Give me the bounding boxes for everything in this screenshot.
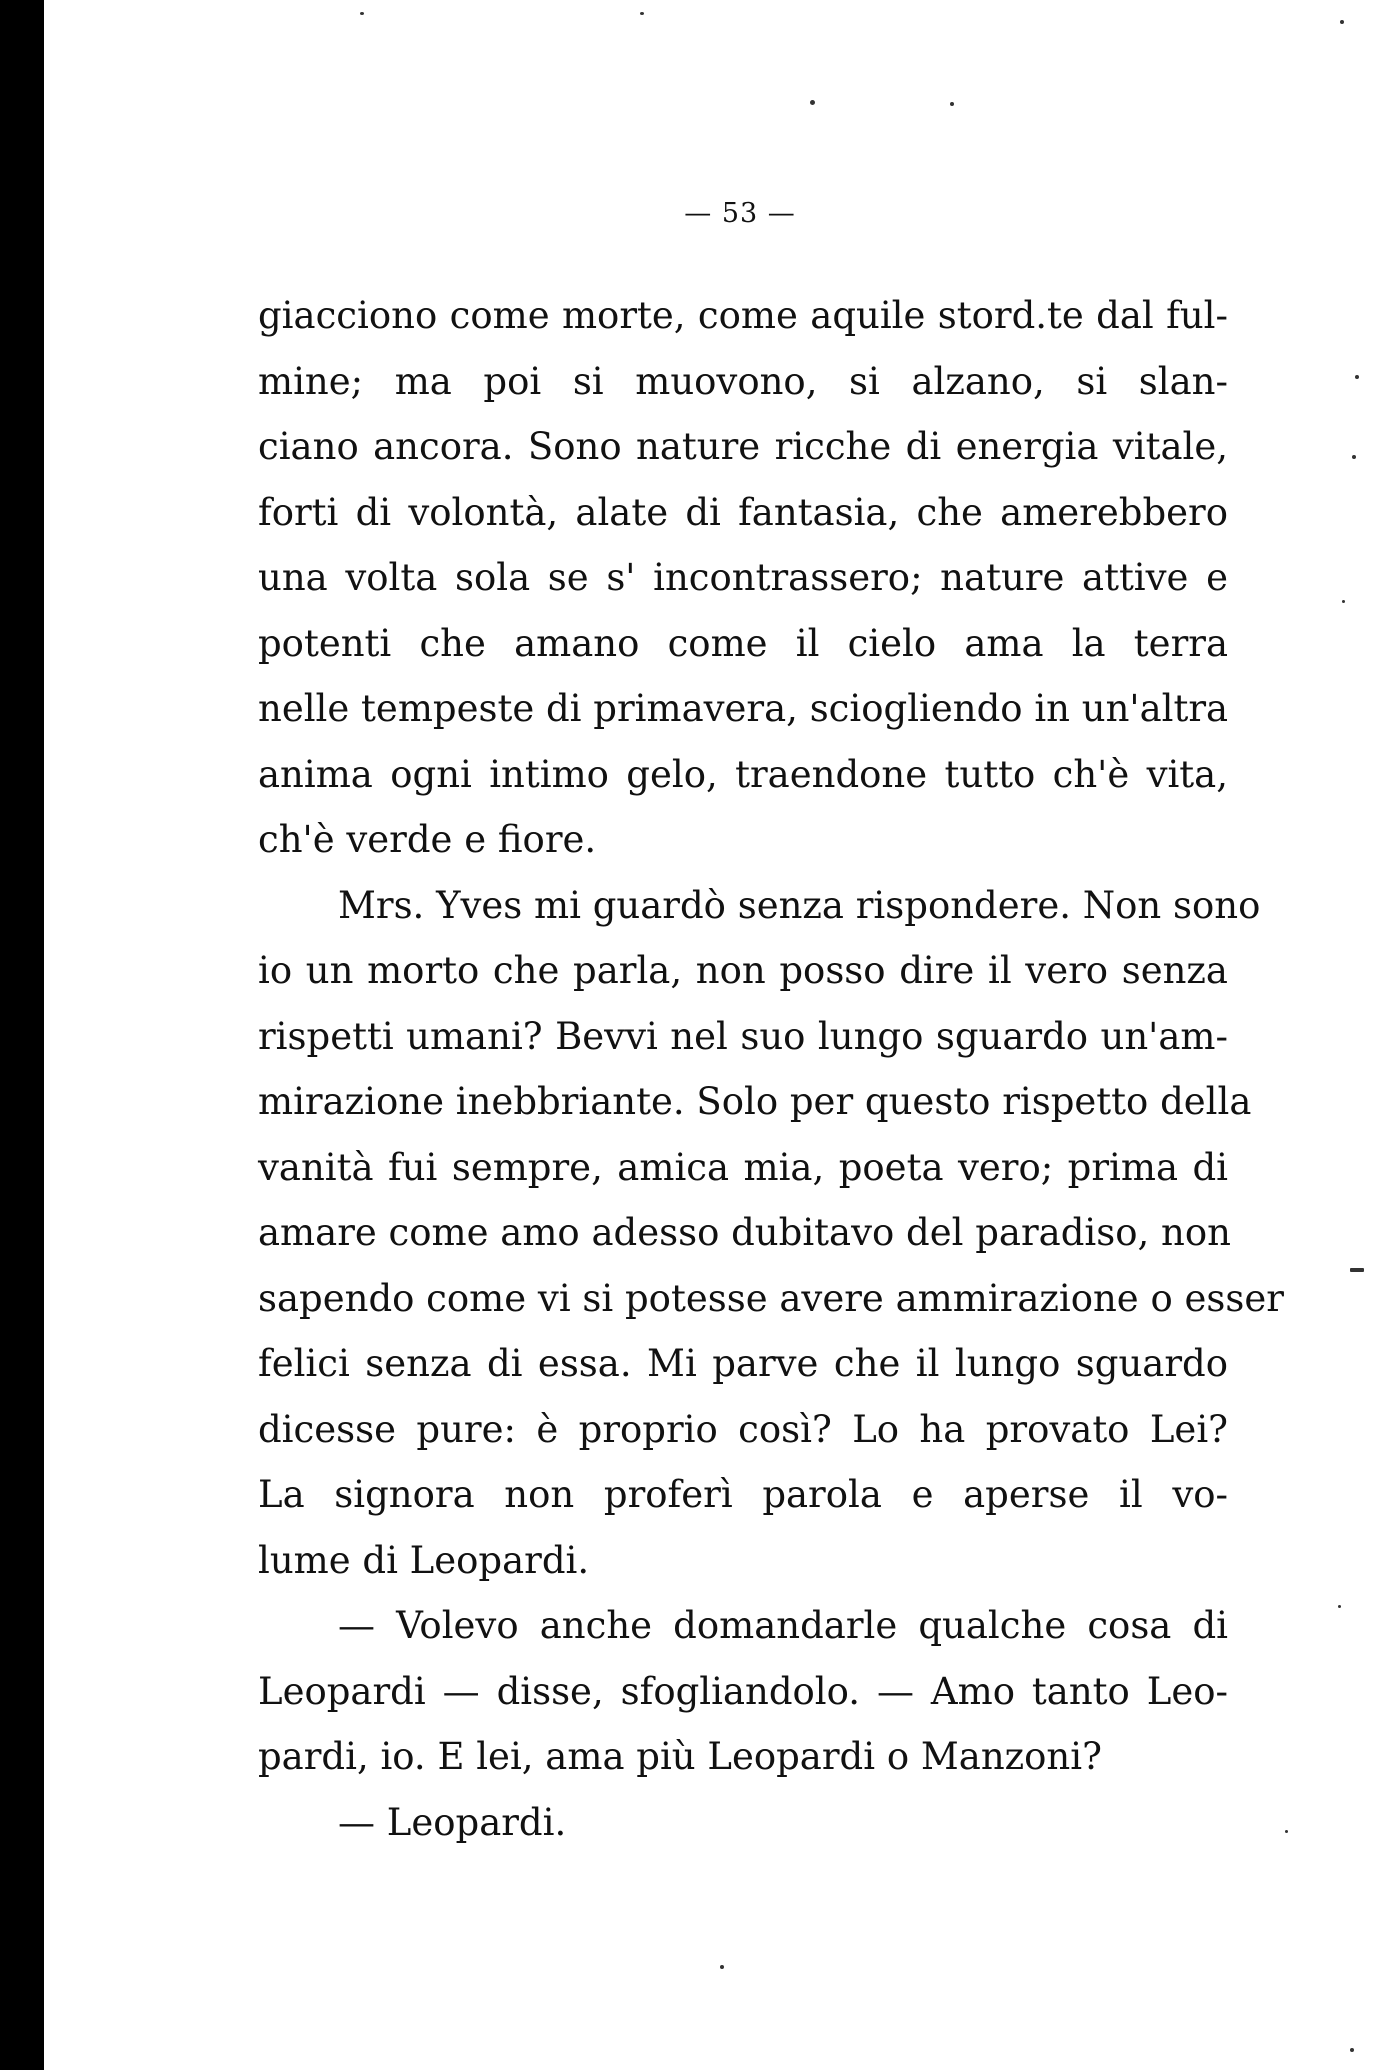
text-line: felici senza di essa. Mi parve che il lungo sguardo [258, 1342, 1228, 1385]
scan-speck [1340, 20, 1344, 24]
scan-speck [1285, 1830, 1288, 1833]
scan-speck [1352, 455, 1356, 459]
scan-speck [950, 102, 954, 106]
text-line: mine; ma poi si muovono, si alzano, si slan- [258, 359, 1228, 403]
text-line: ciano ancora. Sono nature ricche di energia vitale, [258, 425, 1228, 468]
text-line: potenti che amano come il cielo ama la terra [258, 621, 1228, 665]
text-line: mirazione inebbriante. Solo per questo rispetto della [258, 1080, 1252, 1123]
scan-speck [1355, 375, 1359, 379]
text-line: anima ogni intimo gelo, traendone tutto ch'è vita, [258, 752, 1228, 796]
text-line: La signora non proferì parola e aperse il vo- [258, 1473, 1228, 1516]
scan-speck [640, 12, 644, 15]
text-line: nelle tempeste di primavera, sciogliendo in un'altra [258, 687, 1229, 730]
text-line: dicesse pure: è proprio così? Lo ha provato Lei? [258, 1407, 1228, 1451]
scan-speck [720, 1965, 724, 1969]
text-line: io un morto che parla, non posso dire il vero senza [258, 949, 1228, 992]
scan-speck [360, 12, 364, 15]
scan-speck [1350, 2048, 1354, 2052]
text-line: Mrs. Yves mi guardò senza rispondere. Non sono [338, 883, 1261, 927]
page-binding-edge [0, 0, 44, 2070]
scan-speck [1338, 1605, 1341, 1608]
text-line: ch'è verde e fiore. [258, 818, 597, 861]
text-line: rispetti umani? Bevvi nel suo lungo sguardo un'am- [258, 1014, 1228, 1058]
text-line: vanità fui sempre, amica mia, poeta vero; prima di [258, 1145, 1228, 1189]
text-line: forti di volontà, alate di fantasia, che amerebbero [258, 490, 1228, 534]
text-line: — Volevo anche domandarle qualche cosa di [338, 1604, 1228, 1647]
text-line: — Leopardi. [338, 1800, 567, 1844]
text-line: sapendo come vi si potesse avere ammirazione o esser [258, 1276, 1284, 1320]
scan-speck [1350, 1268, 1364, 1272]
scan-speck [810, 100, 815, 105]
text-line: pardi, io. E lei, ama più Leopardi o Manzoni? [258, 1735, 1102, 1778]
body-text [258, 283, 1284, 1855]
text-line: lume di Leopardi. [258, 1538, 590, 1582]
text-line: giacciono come morte, come aquile stord.te dal ful- [258, 294, 1228, 337]
text-line: Leopardi — disse, sfogliandolo. — Amo tanto Leo- [258, 1669, 1228, 1713]
text-line: una volta sola se s' incontrassero; nature attive e [258, 556, 1228, 599]
page-number: — 53 — [684, 198, 796, 229]
scan-speck [1342, 600, 1345, 603]
text-line: amare come amo adesso dubitavo del paradiso, non [258, 1211, 1231, 1254]
